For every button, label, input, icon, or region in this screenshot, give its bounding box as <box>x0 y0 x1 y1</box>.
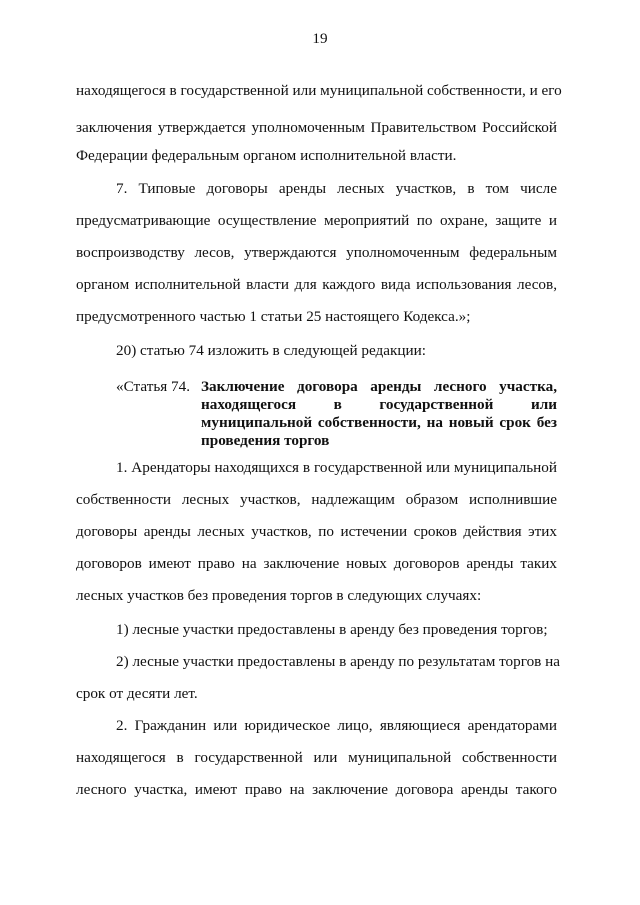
text-line: лесного участка, имеют право на заключение договора аренды такого <box>76 781 557 798</box>
article-title-line: муниципальной собственности, на новый срок без <box>201 414 557 431</box>
text-line: Федерации федеральным органом исполнительной власти. <box>76 147 457 164</box>
paragraph-7-first-line: 7. Типовые договоры аренды лесных участков, в том числе <box>116 180 557 197</box>
subitem-2-first-line: 2) лесные участки предоставлены в аренду по результатам торгов на <box>116 653 561 670</box>
item-20-line: 20) статью 74 изложить в следующей редакции: <box>116 342 426 359</box>
text-line: предусматривающие осуществление мероприятий по охране, защите и <box>76 212 557 229</box>
text-line: органом исполнительной власти для каждого вида использования лесов, <box>76 276 557 293</box>
subitem-1-line: 1) лесные участки предоставлены в аренду без проведения торгов; <box>116 621 548 638</box>
text-line: договоры аренды лесных участков, по истечении сроков действия этих <box>76 523 557 540</box>
paragraph-2-first-line: 2. Гражданин или юридическое лицо, являющиеся арендаторами <box>116 717 557 734</box>
article-title-line: проведения торгов <box>201 432 330 449</box>
text-line: воспроизводству лесов, утверждаются уполномоченным федеральным <box>76 244 557 261</box>
article-title <box>201 378 557 450</box>
article-title-line: Заключение договора аренды лесного участка, <box>201 378 557 395</box>
paragraph-1-first-line: 1. Арендаторы находящихся в государственной или муниципальной <box>116 459 557 476</box>
text-line: договоров имеют право на заключение новых договоров аренды таких <box>76 555 557 572</box>
text-line: собственности лесных участков, надлежащим образом исполнившие <box>76 491 557 508</box>
article-title-line: находящегося в государственной или <box>201 396 557 413</box>
page-number: 19 <box>312 30 328 47</box>
text-line: находящегося в государственной или муниципальной собственности, и его <box>76 82 562 99</box>
text-line: заключения утверждается уполномоченным Правительством Российской <box>76 119 557 136</box>
text-line: срок от десяти лет. <box>76 685 198 702</box>
text-line: лесных участков без проведения торгов в следующих случаях: <box>76 587 482 604</box>
article-label: «Статья 74. <box>116 378 191 395</box>
text-line: предусмотренного частью 1 статьи 25 настоящего Кодекса.»; <box>76 308 471 325</box>
text-line: находящегося в государственной или муниципальной собственности <box>76 749 557 766</box>
